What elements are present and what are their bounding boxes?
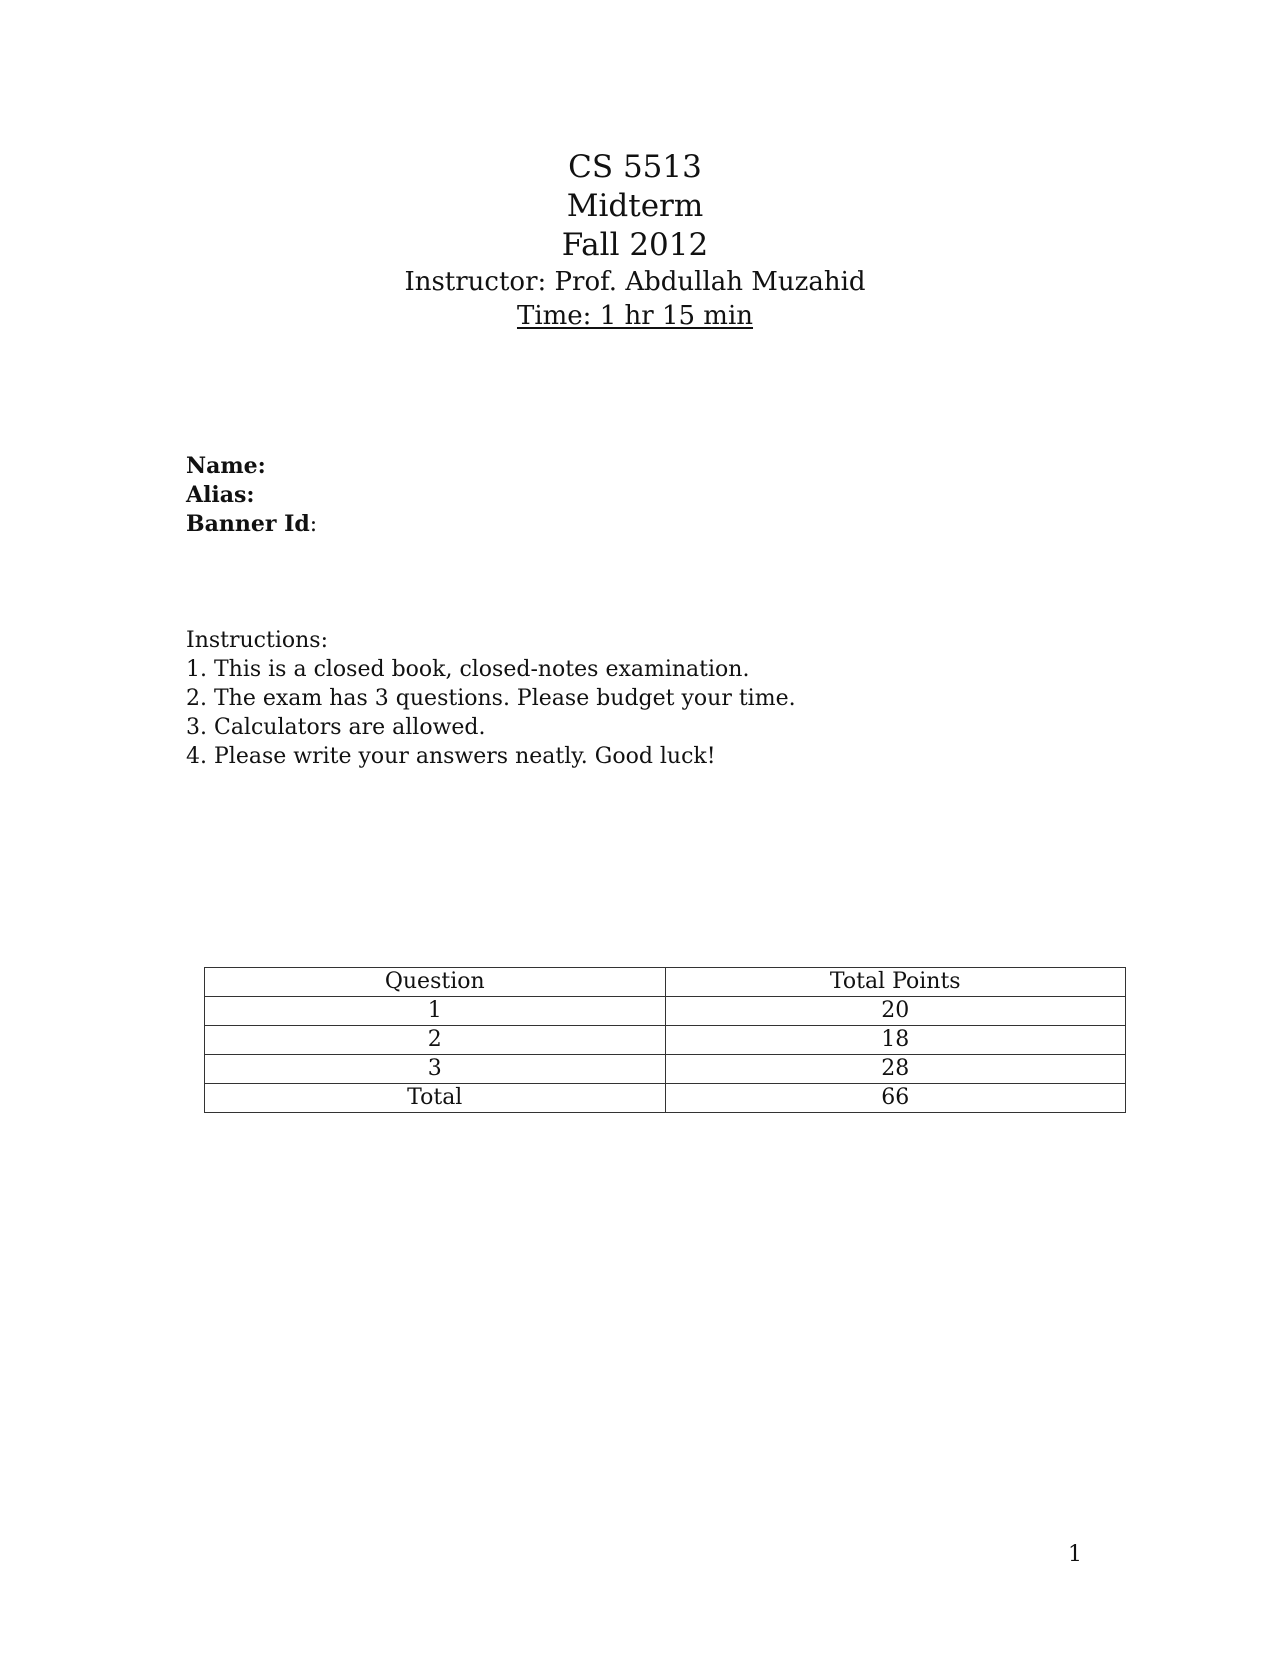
alias-label: Alias: bbox=[186, 482, 255, 508]
course-code: CS 5513 bbox=[568, 149, 702, 185]
time-limit: Time: 1 hr 15 min bbox=[516, 301, 754, 331]
points-table bbox=[204, 967, 1126, 1113]
student-fields bbox=[186, 452, 317, 539]
name-label: Name: bbox=[186, 453, 266, 479]
points-cell: 20 bbox=[665, 997, 1126, 1026]
banner-id-label: Banner Id bbox=[186, 511, 310, 537]
header-total-points: Total Points bbox=[665, 968, 1126, 997]
banner-id-colon: : bbox=[309, 512, 318, 537]
instruction-item: 1. This is a closed book, closed-notes examination. bbox=[186, 657, 750, 682]
table-row bbox=[205, 1055, 1126, 1084]
question-cell: 3 bbox=[205, 1055, 666, 1084]
question-cell: 1 bbox=[205, 997, 666, 1026]
header-question: Question bbox=[205, 968, 666, 997]
exam-header bbox=[0, 148, 1270, 333]
instructions-block bbox=[186, 626, 796, 771]
instructions-heading: Instructions: bbox=[186, 628, 328, 653]
exam-term: Fall 2012 bbox=[561, 227, 709, 263]
table-header-row bbox=[205, 968, 1126, 997]
table-total-row bbox=[205, 1084, 1126, 1113]
instructor-line: Instructor: Prof. Abdullah Muzahid bbox=[404, 267, 866, 297]
instruction-item: 4. Please write your answers neatly. Good luck! bbox=[186, 744, 716, 769]
instruction-item: 2. The exam has 3 questions. Please budget your time. bbox=[186, 686, 796, 711]
table-row bbox=[205, 997, 1126, 1026]
exam-type: Midterm bbox=[566, 188, 704, 224]
points-cell: 18 bbox=[665, 1026, 1126, 1055]
points-cell: 28 bbox=[665, 1055, 1126, 1084]
instruction-item: 3. Calculators are allowed. bbox=[186, 715, 486, 740]
total-label-cell: Total bbox=[205, 1084, 666, 1113]
page-number: 1 bbox=[1068, 1542, 1082, 1567]
total-points-cell: 66 bbox=[665, 1084, 1126, 1113]
question-cell: 2 bbox=[205, 1026, 666, 1055]
table-row bbox=[205, 1026, 1126, 1055]
